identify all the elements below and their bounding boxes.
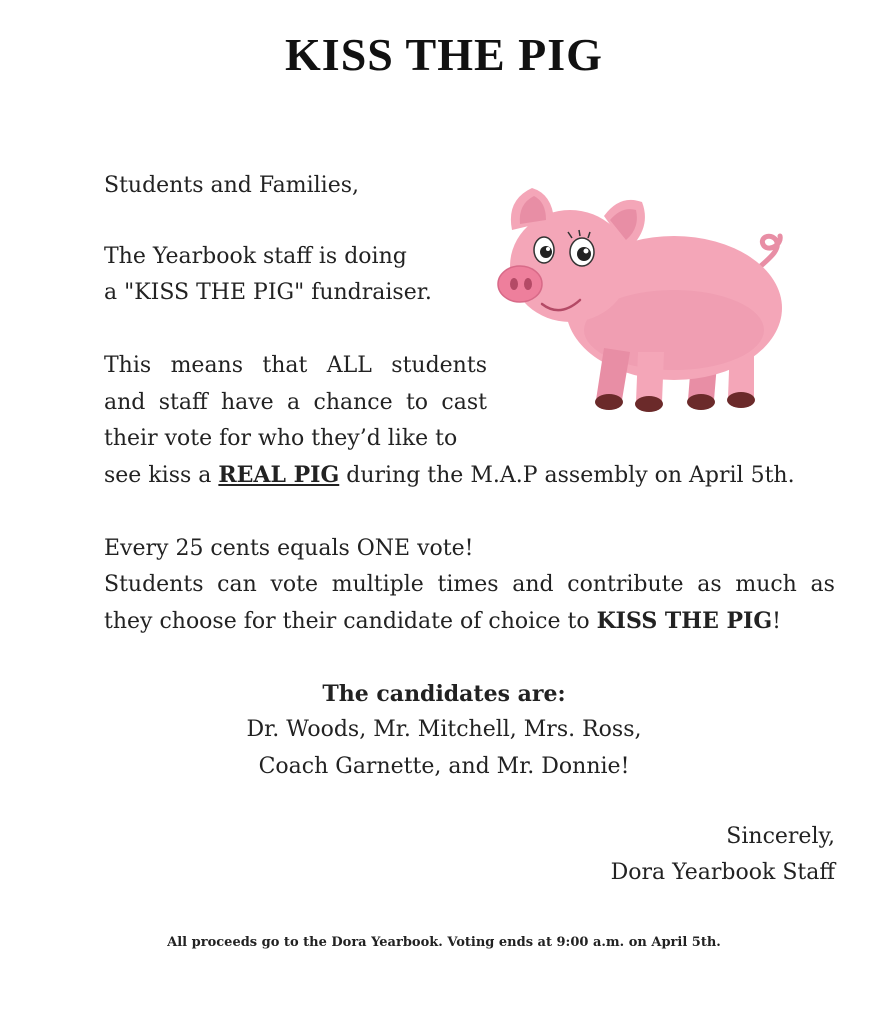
word: multiple — [331, 572, 424, 597]
vote-line-3 — [104, 606, 781, 637]
word: vote — [270, 572, 319, 597]
intro-line-2: a "KISS THE PIG" fundraiser. — [104, 280, 432, 305]
candidates-line-2: Coach Garnette, and Mr. Donnie! — [258, 754, 630, 779]
text-segment: during the M.A.P assembly on April 5th. — [339, 463, 795, 488]
word: as — [697, 572, 722, 597]
footer-note: All proceeds go to the Dora Yearbook. Voting ends at 9:00 a.m. on April 5th. — [167, 935, 721, 950]
word: much — [735, 572, 797, 597]
word: and — [512, 572, 554, 597]
real-pig-emphasis: REAL PIG — [218, 462, 340, 488]
word: times — [437, 572, 499, 597]
word: staff — [158, 390, 208, 415]
kiss-the-pig-emphasis: KISS THE PIG — [596, 608, 773, 634]
text-segment: see kiss a — [104, 463, 219, 488]
candidates-line-1: Dr. Woods, Mr. Mitchell, Mrs. Ross, — [246, 717, 642, 742]
word: have — [220, 390, 274, 415]
word: as — [810, 572, 835, 597]
closing-sincerely: Sincerely, — [726, 824, 835, 849]
word: Students — [104, 572, 204, 597]
word: This — [104, 353, 152, 378]
word: and — [104, 390, 146, 415]
word: ALL — [326, 353, 372, 378]
means-line-4 — [104, 460, 795, 491]
means-line-3: their vote for who they’d like to — [104, 426, 458, 451]
word: students — [391, 353, 487, 378]
candidates-heading: The candidates are: — [322, 681, 566, 707]
word: can — [217, 572, 257, 597]
means-line-1 — [104, 351, 487, 381]
page-title: KISS THE PIG — [285, 29, 603, 80]
word: cast — [441, 390, 487, 415]
word: contribute — [567, 572, 684, 597]
word: to — [405, 390, 429, 415]
intro-line-1: The Yearbook staff is doing — [104, 244, 407, 269]
text-segment: ! — [772, 609, 781, 634]
cartoon-pig-icon — [492, 180, 792, 420]
word: chance — [313, 390, 393, 415]
vote-line-1: Every 25 cents equals ONE vote! — [104, 536, 474, 561]
closing-signature: Dora Yearbook Staff — [610, 860, 835, 885]
vote-line-2 — [104, 570, 835, 600]
word: means — [170, 353, 244, 378]
word: a — [287, 390, 301, 415]
means-line-2 — [104, 388, 487, 418]
greeting: Students and Families, — [104, 173, 359, 198]
text-segment: they choose for their candidate of choice to — [104, 609, 597, 634]
word: that — [262, 353, 308, 378]
